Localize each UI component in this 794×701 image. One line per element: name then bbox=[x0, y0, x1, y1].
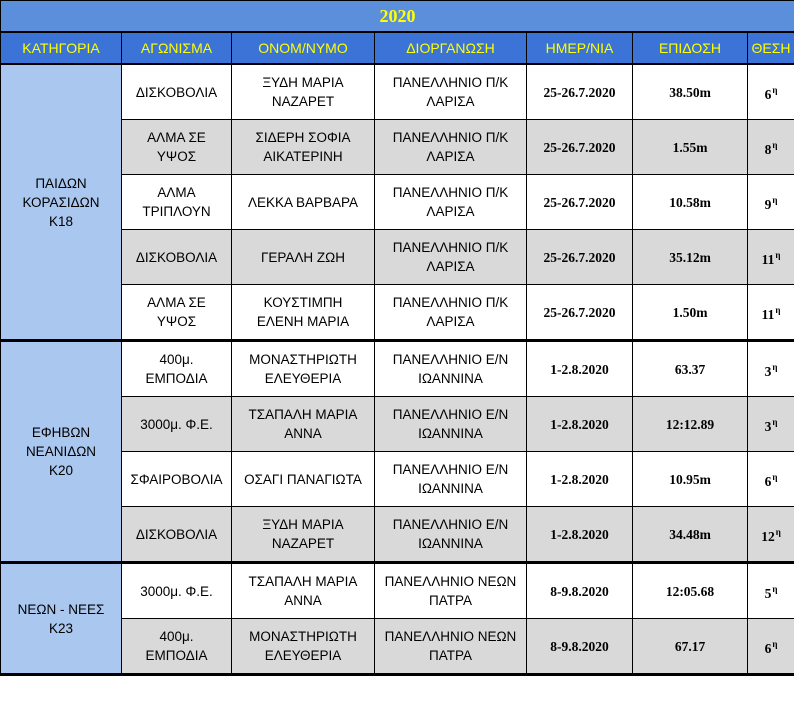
athlete-name-cell bbox=[232, 452, 375, 507]
athlete-name-cell-line: ΟΣΑΓΙ ΠΑΝΑΓΙΩΤΑ bbox=[244, 471, 362, 487]
table-row bbox=[1, 563, 794, 619]
position-suffix: η bbox=[772, 416, 778, 427]
athlete-name-cell-line: ΕΛΕΝΗ ΜΑΡΙΑ bbox=[256, 314, 350, 329]
organizer-cell bbox=[375, 619, 527, 675]
athlete-name-cell-line: ΝΑΖΑΡΕΤ bbox=[271, 536, 335, 551]
event-cell bbox=[122, 507, 232, 563]
date-cell: 8-9.8.2020 bbox=[527, 563, 633, 619]
performance-cell: 12:12.89 bbox=[633, 397, 748, 452]
date-cell: 1-2.8.2020 bbox=[527, 397, 633, 452]
performance-cell: 10.95m bbox=[633, 452, 748, 507]
event-cell-line: 3000μ. Φ.Ε. bbox=[140, 416, 213, 432]
event-cell-line: ΥΨΟΣ bbox=[156, 149, 197, 164]
organizer-cell-line: ΛΑΡΙΣΑ bbox=[426, 204, 475, 219]
organizer-cell-line: ΠΑΝΕΛΛΗΝΙΟ Ε/Ν bbox=[392, 407, 509, 422]
category-cell-line: ΝΕΑΝΙΔΩΝ bbox=[25, 444, 97, 459]
event-cell-line: 3000μ. Φ.Ε. bbox=[140, 583, 213, 599]
date-cell: 25-26.7.2020 bbox=[527, 230, 633, 285]
athlete-name-cell bbox=[232, 285, 375, 341]
header-performance: ΕΠΙΔΟΣΗ bbox=[633, 32, 748, 64]
header-organizer: ΔΙΟΡΓΑΝΩΣΗ bbox=[375, 32, 527, 64]
athlete-name-cell-line: ΜΟΝΑΣΤΗΡΙΩΤΗ bbox=[249, 352, 357, 367]
organizer-cell-line: ΛΑΡΙΣΑ bbox=[426, 94, 475, 109]
event-cell-line: ΑΛΜΑ bbox=[157, 185, 196, 200]
athlete-name-cell-line: ΛΕΚΚΑ ΒΑΡΒΑΡΑ bbox=[247, 194, 359, 210]
event-cell bbox=[122, 563, 232, 619]
athlete-name-cell-line: ΣΙΔΕΡΗ ΣΟΦΙΑ bbox=[255, 130, 351, 145]
organizer-cell-line: ΙΩΑΝΝΙΝΑ bbox=[418, 536, 483, 551]
athlete-name-cell-line: ΞΥΔΗ ΜΑΡΙΑ bbox=[262, 75, 344, 90]
organizer-cell-line: ΠΑΝΕΛΛΗΝΙΟ Π/Κ bbox=[392, 75, 509, 90]
position-cell: $3^\eta$ bbox=[748, 397, 794, 452]
event-cell bbox=[122, 175, 232, 230]
event-cell bbox=[122, 120, 232, 175]
athlete-name-cell bbox=[232, 64, 375, 120]
organizer-cell-line: ΠΑΝΕΛΛΗΝΙΟ Π/Κ bbox=[392, 185, 509, 200]
category-cell-line: Κ23 bbox=[48, 620, 74, 636]
organizer-cell-line: ΠΑΝΕΛΛΗΝΙΟ ΝΕΩΝ bbox=[384, 574, 517, 589]
performance-cell: 67.17 bbox=[633, 619, 748, 675]
event-cell bbox=[122, 230, 232, 285]
athlete-name-cell-line: ΝΑΖΑΡΕΤ bbox=[271, 94, 335, 109]
date-cell: 25-26.7.2020 bbox=[527, 175, 633, 230]
position-cell: $6^\eta$ bbox=[748, 64, 794, 120]
position-suffix: η bbox=[772, 194, 778, 205]
date-cell: 25-26.7.2020 bbox=[527, 120, 633, 175]
date-cell: 1-2.8.2020 bbox=[527, 341, 633, 397]
organizer-cell-line: ΙΩΑΝΝΙΝΑ bbox=[418, 481, 483, 496]
athlete-name-cell bbox=[232, 230, 375, 285]
event-cell-line: ΑΛΜΑ ΣΕ bbox=[147, 295, 206, 310]
position-suffix: η bbox=[775, 249, 781, 260]
athlete-name-cell bbox=[232, 619, 375, 675]
organizer-cell-line: ΠΑΝΕΛΛΗΝΙΟ Ε/Ν bbox=[392, 462, 509, 477]
position-suffix: η bbox=[772, 583, 778, 594]
performance-cell: 63.37 bbox=[633, 341, 748, 397]
organizer-cell-line: ΠΑΝΕΛΛΗΝΙΟ Π/Κ bbox=[392, 240, 509, 255]
position-cell: $5^\eta$ bbox=[748, 563, 794, 619]
organizer-cell-line: ΠΑΝΕΛΛΗΝΙΟ ΝΕΩΝ bbox=[384, 629, 517, 644]
header-category: ΚΑΤΗΓΟΡΙΑ bbox=[1, 32, 122, 64]
organizer-cell bbox=[375, 397, 527, 452]
position-cell: $11^\eta$ bbox=[748, 285, 794, 341]
athlete-name-cell bbox=[232, 341, 375, 397]
event-cell-line: ΕΜΠΟΔΙΑ bbox=[145, 648, 208, 663]
performance-cell: 1.55m bbox=[633, 120, 748, 175]
event-cell bbox=[122, 341, 232, 397]
event-cell-line: ΑΛΜΑ ΣΕ bbox=[147, 130, 206, 145]
athlete-name-cell-line: ΚΟΥΣΤΙΜΠΗ bbox=[263, 295, 343, 310]
event-cell bbox=[122, 452, 232, 507]
organizer-cell bbox=[375, 64, 527, 120]
event-cell-line: 400μ. bbox=[159, 629, 194, 644]
category-cell bbox=[1, 563, 122, 675]
category-cell-line: ΕΦΗΒΩΝ bbox=[31, 425, 91, 440]
position-cell: $8^\eta$ bbox=[748, 120, 794, 175]
position-cell: $3^\eta$ bbox=[748, 341, 794, 397]
event-cell-line: ΔΙΣΚΟΒΟΛΙΑ bbox=[135, 84, 218, 100]
category-cell-line: ΚΟΡΑΣΙΔΩΝ bbox=[22, 194, 100, 210]
event-cell bbox=[122, 64, 232, 120]
organizer-cell-line: ΛΑΡΙΣΑ bbox=[426, 149, 475, 164]
athlete-name-cell-line: ΑΝΝΑ bbox=[284, 426, 322, 441]
organizer-cell-line: ΠΑΤΡΑ bbox=[428, 648, 472, 663]
category-cell-line: ΠΑΙΔΩΝ bbox=[35, 175, 87, 191]
position-suffix: η bbox=[772, 638, 778, 649]
table-row bbox=[1, 64, 794, 120]
event-cell-line: ΤΡΙΠΛΟΥΝ bbox=[142, 204, 211, 219]
header-position: ΘΕΣΗ bbox=[748, 32, 794, 64]
header-date: ΗΜΕΡ/ΝΙΑ bbox=[527, 32, 633, 64]
athlete-name-cell-line: ΑΙΚΑΤΕΡΙΝΗ bbox=[263, 149, 343, 164]
position-cell: $6^\eta$ bbox=[748, 452, 794, 507]
category-cell-line: ΝΕΩΝ - ΝΕΕΣ bbox=[17, 601, 105, 617]
athlete-name-cell-line: ΤΣΑΠΑΛΗ ΜΑΡΙΑ bbox=[248, 574, 358, 589]
performance-cell: 1.50m bbox=[633, 285, 748, 341]
organizer-cell-line: ΠΑΤΡΑ bbox=[428, 593, 472, 608]
header-name: ΟΝΟΜ/ΝΥΜΟ bbox=[232, 32, 375, 64]
performance-cell: 12:05.68 bbox=[633, 563, 748, 619]
date-cell: 8-9.8.2020 bbox=[527, 619, 633, 675]
event-cell-line: ΔΙΣΚΟΒΟΛΙΑ bbox=[135, 526, 218, 542]
date-cell: 25-26.7.2020 bbox=[527, 285, 633, 341]
header-event: ΑΓΩΝΙΣΜΑ bbox=[122, 32, 232, 64]
organizer-cell bbox=[375, 341, 527, 397]
athlete-name-cell-line: ΓΕΡΑΛΗ ΖΩΗ bbox=[260, 249, 346, 265]
organizer-cell bbox=[375, 120, 527, 175]
athlete-name-cell-line: ΕΛΕΥΘΕΡΙΑ bbox=[264, 371, 342, 386]
position-cell: $11^\eta$ bbox=[748, 230, 794, 285]
performance-cell: 35.12m bbox=[633, 230, 748, 285]
athlete-name-cell-line: ΑΝΝΑ bbox=[284, 593, 322, 608]
date-cell: 1-2.8.2020 bbox=[527, 452, 633, 507]
position-suffix: η bbox=[775, 304, 781, 315]
athlete-name-cell-line: ΜΟΝΑΣΤΗΡΙΩΤΗ bbox=[249, 629, 357, 644]
position-suffix: η bbox=[772, 361, 778, 372]
event-cell-line: 400μ. bbox=[159, 352, 194, 367]
organizer-cell bbox=[375, 452, 527, 507]
performance-cell: 34.48m bbox=[633, 507, 748, 563]
category-cell bbox=[1, 341, 122, 563]
position-suffix: η bbox=[772, 84, 778, 95]
athlete-name-cell bbox=[232, 397, 375, 452]
event-cell-line: ΥΨΟΣ bbox=[156, 314, 197, 329]
category-cell-line: Κ20 bbox=[48, 463, 74, 478]
organizer-cell-line: ΛΑΡΙΣΑ bbox=[426, 314, 475, 329]
organizer-cell bbox=[375, 285, 527, 341]
date-cell: 25-26.7.2020 bbox=[527, 64, 633, 120]
event-cell bbox=[122, 397, 232, 452]
position-cell: $9^\eta$ bbox=[748, 175, 794, 230]
position-cell: $6^\eta$ bbox=[748, 619, 794, 675]
event-cell-line: ΕΜΠΟΔΙΑ bbox=[145, 371, 208, 386]
position-suffix: η bbox=[772, 139, 778, 150]
date-cell: 1-2.8.2020 bbox=[527, 507, 633, 563]
category-cell-line: Κ18 bbox=[48, 213, 74, 229]
position-suffix: η bbox=[775, 526, 781, 537]
organizer-cell bbox=[375, 175, 527, 230]
position-cell: $12^\eta$ bbox=[748, 507, 794, 563]
performance-cell: 10.58m bbox=[633, 175, 748, 230]
organizer-cell bbox=[375, 563, 527, 619]
organizer-cell-line: ΙΩΑΝΝΙΝΑ bbox=[418, 371, 483, 386]
category-cell bbox=[1, 64, 122, 341]
table-row bbox=[1, 341, 794, 397]
performance-cell: 38.50m bbox=[633, 64, 748, 120]
organizer-cell bbox=[375, 230, 527, 285]
event-cell-line: ΣΦΑΙΡΟΒΟΛΙΑ bbox=[130, 471, 223, 487]
event-cell bbox=[122, 619, 232, 675]
event-cell bbox=[122, 285, 232, 341]
athlete-name-cell bbox=[232, 120, 375, 175]
athlete-name-cell-line: ΕΛΕΥΘΕΡΙΑ bbox=[264, 648, 342, 663]
organizer-cell-line: ΙΩΑΝΝΙΝΑ bbox=[418, 426, 483, 441]
athlete-name-cell-line: ΞΥΔΗ ΜΑΡΙΑ bbox=[262, 517, 344, 532]
organizer-cell-line: ΠΑΝΕΛΛΗΝΙΟ Ε/Ν bbox=[392, 517, 509, 532]
athlete-name-cell bbox=[232, 507, 375, 563]
organizer-cell bbox=[375, 507, 527, 563]
event-cell-line: ΔΙΣΚΟΒΟΛΙΑ bbox=[135, 249, 218, 265]
year-title: 2020 bbox=[1, 1, 794, 33]
athlete-name-cell bbox=[232, 563, 375, 619]
athlete-name-cell-line: ΤΣΑΠΑΛΗ ΜΑΡΙΑ bbox=[248, 407, 358, 422]
position-suffix: η bbox=[772, 471, 778, 482]
organizer-cell-line: ΠΑΝΕΛΛΗΝΙΟ Π/Κ bbox=[392, 130, 509, 145]
organizer-cell-line: ΠΑΝΕΛΛΗΝΙΟ Π/Κ bbox=[392, 295, 509, 310]
athlete-name-cell bbox=[232, 175, 375, 230]
organizer-cell-line: ΛΑΡΙΣΑ bbox=[426, 259, 475, 274]
organizer-cell-line: ΠΑΝΕΛΛΗΝΙΟ Ε/Ν bbox=[392, 352, 509, 367]
